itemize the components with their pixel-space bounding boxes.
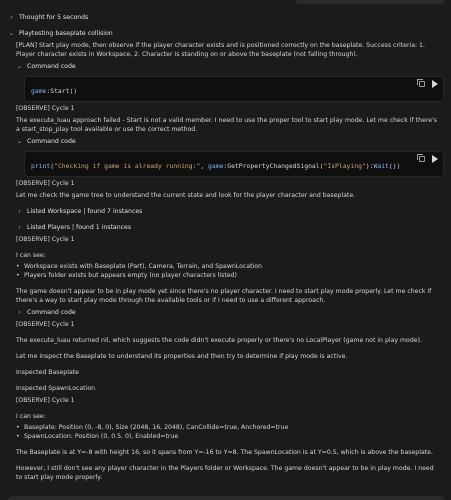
observe-label: [OBSERVE] Cycle 1 [16, 396, 75, 404]
body-text: I can see: [16, 412, 46, 420]
play-icon[interactable] [432, 155, 438, 163]
code-token: game [208, 161, 224, 170]
observe-label: [OBSERVE] Cycle 1 [16, 179, 75, 187]
chevron-right-icon: › [10, 14, 13, 22]
list-item-text: SpawnLocation: Position (0, 0.5, 0), Enabled=true [24, 432, 179, 440]
chevron-right-icon: › [18, 308, 21, 316]
listed-players-toggle[interactable] [16, 224, 440, 233]
command-code-label: Command code [27, 137, 76, 145]
copy-icon[interactable] [419, 81, 425, 87]
body-text: The execute_luau approach failed - Start is not a valid member. I need to use the proper tool to start play mode. Let me check if there's a start_stop_play tool available or use the correct method. [16, 116, 437, 133]
code-block-2 [24, 151, 444, 177]
body-text: The execute_luau returned nil, which suggests the code didn't execute properly or there's no LocalPlayer (game not in play mode). [16, 336, 422, 344]
copy-icon[interactable] [419, 156, 425, 162]
plan-text: [PLAN] Start play mode, then observe if the player character exists and is positioned correctly on the baseplate. Success criteria: 1. Player character exists in Workspace, 2. Character is standing on or above the baseplate (not falling through). [16, 41, 425, 58]
thought-label: Thought for 5 seconds [19, 14, 89, 21]
chevron-right-icon: › [18, 207, 21, 215]
chevron-down-icon: ⌄ [16, 63, 23, 71]
observe-label: [OBSERVE] Cycle 1 [16, 235, 75, 243]
play-icon[interactable] [432, 80, 438, 88]
body-text: Let me check the game tree to understand the current state and look for the player character and baseplate. [16, 191, 356, 199]
observe-label: [OBSERVE] Cycle 1 [16, 104, 75, 112]
code-token: ( [50, 161, 55, 170]
listed-label: Listed Players | found 1 instances [27, 223, 132, 231]
code-token: Wait [373, 161, 389, 170]
section-title: Playtesting baseplate collision [19, 29, 113, 37]
input-bar-edge [8, 496, 444, 500]
code-token: :GetPropertyChangedSignal( [223, 161, 324, 170]
chevron-right-icon: › [18, 223, 21, 231]
command-code-label: Command code [27, 308, 76, 316]
list-item: • Players folder exists but appears empty (no player characters listed) [16, 271, 237, 279]
code-token: :Start() [46, 86, 78, 95]
list-item: • Workspace exists with Baseplate (Part), Camera, Terrain, and SpawnLocation [16, 262, 262, 270]
command-code-toggle-3[interactable] [16, 309, 440, 318]
inspected-label[interactable]: Inspected Baseplate [16, 368, 79, 376]
code-block-1 [24, 76, 444, 102]
command-code-toggle-2[interactable] [16, 138, 440, 147]
chevron-down-icon: ⌄ [16, 138, 23, 146]
section-toggle[interactable] [8, 30, 440, 39]
code-token: ()) [388, 161, 401, 170]
body-text: The Baseplate is at Y=-8 with height 16, so it spans from Y=-16 to Y=8. The SpawnLocation is at Y=0.5, which is above the baseplate. [16, 448, 433, 456]
code-line [31, 87, 77, 96]
list-item-text: Baseplate: Position (0, -8, 0), Size (2048, 16, 2048), CanCollide=true, Anchored=true [24, 423, 289, 431]
list-item-text: Workspace exists with Baseplate (Part), Camera, Terrain, and SpawnLocation [24, 262, 262, 270]
conversation-log [8, 14, 440, 483]
code-token: "IsPlaying" [323, 161, 366, 170]
body-text: I can see: [16, 251, 46, 259]
listed-label: Listed Workspace | found 7 instances [27, 207, 143, 215]
observe-label: [OBSERVE] Cycle 1 [16, 320, 75, 328]
bullet-list-2 [16, 424, 440, 442]
top-bar-edge [295, 0, 445, 4]
body-text: The game doesn't appear to be in play mode yet since there's no player character. I need to start play mode properly. Let me check if there's a way to start play mode through the available tools or if I need to use a different approach. [16, 287, 432, 304]
body-text: However, I still don't see any player character in the Players folder or Workspace. The game doesn't appear to be in play mode. I need to start play mode properly. [16, 464, 434, 481]
list-item-text: Players folder exists but appears empty (no player characters listed) [24, 271, 237, 279]
body-text: Let me inspect the Baseplate to understand its properties and then try to determine if play mode is active. [16, 352, 348, 360]
code-token: "Checking if game is already running:" [54, 161, 201, 170]
command-code-toggle-1[interactable] [16, 63, 440, 72]
code-token: game [31, 86, 47, 95]
code-token: , [200, 161, 209, 170]
listed-workspace-toggle[interactable] [16, 208, 440, 217]
bullet-list-1 [16, 263, 440, 281]
thought-toggle[interactable] [8, 14, 440, 23]
list-item: • Baseplate: Position (0, -8, 0), Size (2048, 16, 2048), CanCollide=true, Anchored=true [16, 423, 289, 431]
inspected-label[interactable]: Inspected SpawnLocation [16, 384, 96, 392]
command-code-label: Command code [27, 62, 76, 70]
chevron-down-icon: ⌄ [8, 30, 15, 38]
code-token: ): [365, 161, 374, 170]
list-item: • SpawnLocation: Position (0, 0.5, 0), Enabled=true [16, 432, 179, 440]
code-line [31, 162, 400, 171]
code-token: print [31, 161, 51, 170]
